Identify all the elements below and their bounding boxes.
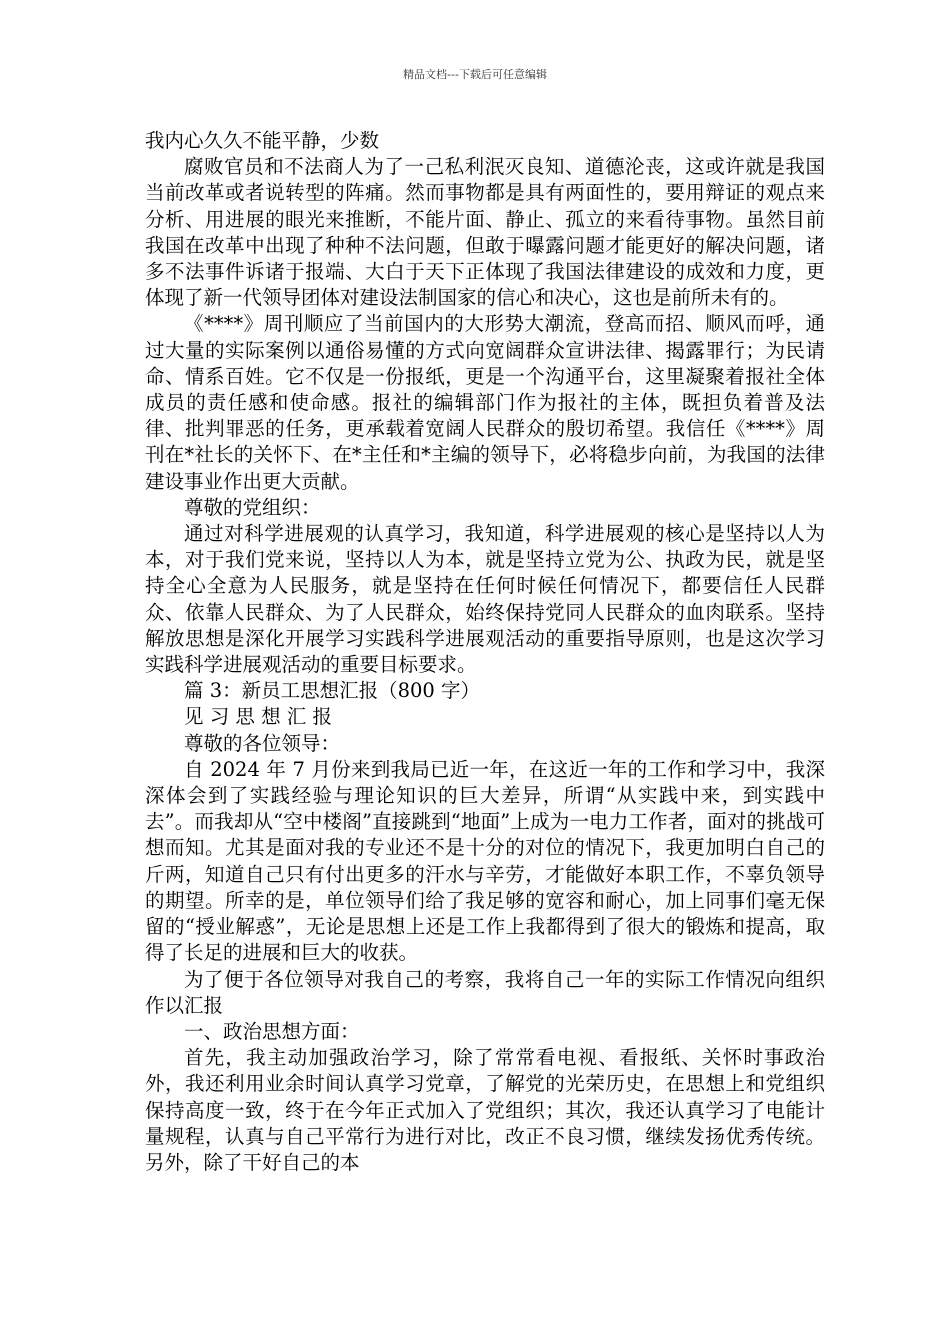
page-header: 精品文档---下载后可任意编辑	[403, 68, 547, 81]
paragraph: 为了便于各位领导对我自己的考察，我将自己一年的实际工作情况向组织作以汇报	[145, 967, 825, 1017]
salutation: 尊敬的各位领导：	[184, 731, 341, 755]
paragraph: 通过对科学进展观的认真学习，我知道，科学进展观的核心是坚持以人为本，对于我们党来说，坚持以人为本，就是坚持立党为公、执政为民，就是坚持全心全意为人民服务，就是坚持在任何时候任何情况下，都要信任人民群众、依靠人民群众、为了人民群众，始终保持党同人民群众的血肉联系。坚持解放思想是深化开展学习实践科学进展观活动的重要指导原则，也是这次学习实践科学进展观活动的重要目标要求。	[145, 522, 825, 677]
subsection-heading: 一、政治思想方面：	[184, 1019, 360, 1043]
paragraph: 《****》周刊顺应了当前国内的大形势大潮流，登高而招、顺风而呼，通过大量的实际案例以通俗易懂的方式向宽阔群众宣讲法律、揭露罪行；为民请命、情系百姓。它不仅是一份报纸，更是一个沟通平台，这里凝聚着报社全体成员的责任感和使命感。报社的编辑部门作为报社的主体，既担负着普及法律、批判罪恶的任务，更承载着宽阔人民群众的殷切希望。我信任《****》周刊在*社长的关怀下、在*主任和*主编的领导下，必将稳步向前，为我国的法律建设事业作出更大贡献。	[145, 312, 825, 493]
report-title: 见 习 思 想 汇 报	[184, 705, 332, 729]
document-body	[145, 128, 825, 1176]
section-heading: 篇 3：新员工思想汇报（800 字）	[184, 679, 481, 703]
paragraph: 尊敬的党组织：	[184, 495, 321, 519]
paragraph: 腐败官员和不法商人为了一己私利泯灭良知、道德沦丧，这或许就是我国当前改革或者说转型的阵痛。然而事物都是具有两面性的，要用辩证的观点来分析、用进展的眼光来推断，不能片面、静止、孤立的来看待事物。虽然目前我国在改革中出现了种种不法问题，但敢于曝露问题才能更好的解决问题，诸多不法事件诉诸于报端、大白于天下正体现了我国法律建设的成效和力度，更体现了新一代领导团体对建设法制国家的信心和决心，这也是前所未有的。	[145, 155, 825, 310]
paragraph: 我内心久久不能平静，少数	[145, 129, 380, 152]
paragraph: 首先，我主动加强政治学习，除了常常看电视、看报纸、关怀时事政治外，我还利用业余时间认真学习党章，了解党的光荣历史，在思想上和党组织保持高度一致，终于在今年正式加入了党组织；其次，我还认真学习了电能计量规程，认真与自己平常行为进行对比，改正不良习惯，继续发扬优秀传统。另外，除了干好自己的本	[145, 1046, 825, 1174]
paragraph: 自 2024 年 7 月份来到我局已近一年，在这近一年的工作和学习中，我深深体会到了实践经验与理论知识的巨大差异，所谓“从实践中来，到实践中去”。而我却从“空中楼阁”直接跳到“地面”上成为一电力工作者，面对的挑战可想而知。尤其是面对我的专业还不是十分的对位的情况下，我更加明白自己的斤两，知道自己只有付出更多的汗水与辛劳，才能做好本职工作，不辜负领导的期望。所幸的是，单位领导们给了我足够的宽容和耐心，加上同事们毫无保留的“授业解惑”，无论是思想上还是工作上我都得到了很大的锻炼和提高，取得了长足的进展和巨大的收获。	[145, 757, 825, 965]
